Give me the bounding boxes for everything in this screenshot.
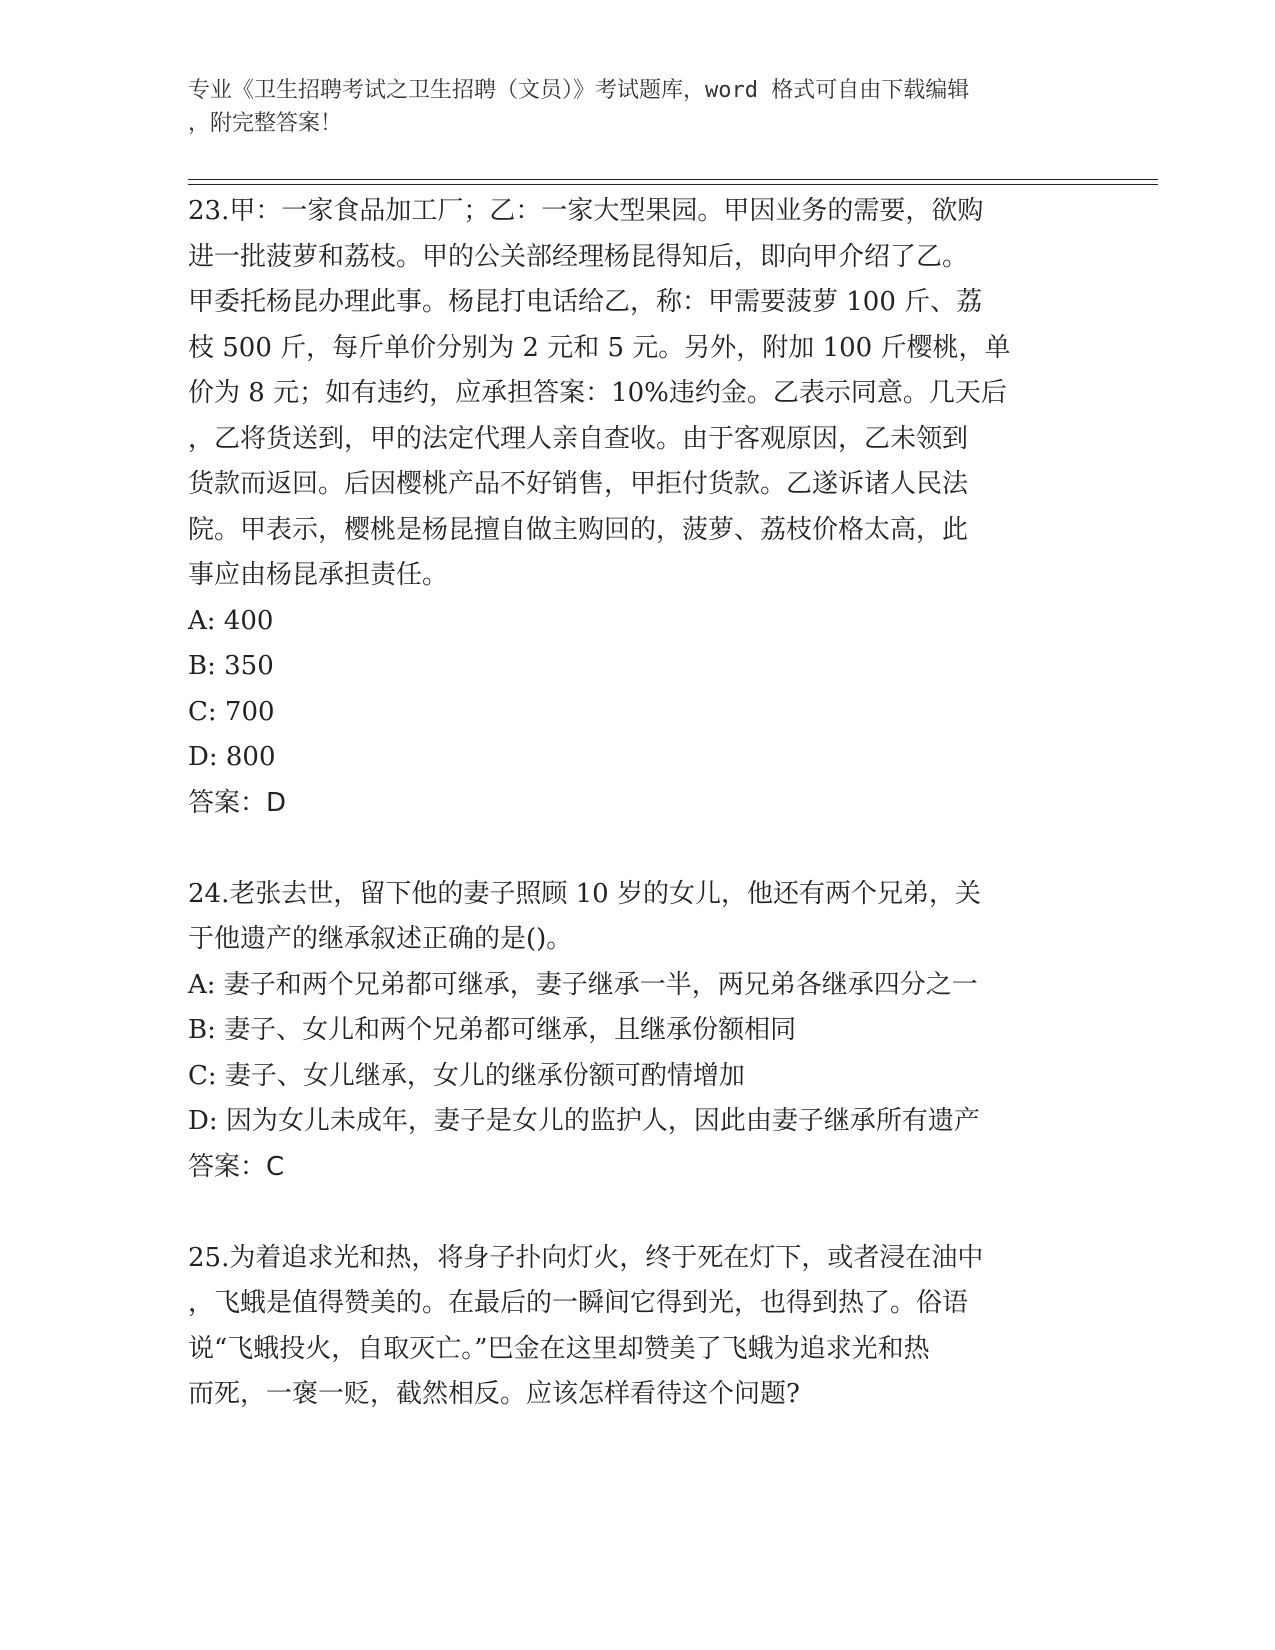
- question-text-line: 说“飞蛾投火，自取灭亡。”巴金在这里却赞美了飞蛾为追求光和热: [188, 1333, 930, 1364]
- option-d: D: 800: [188, 742, 276, 772]
- option-d: D: 因为女儿未成年，妻子是女儿的监护人，因此由妻子继承所有遗产: [188, 1106, 980, 1136]
- option-a: A: 妻子和两个兄弟都可继承，妻子继承一半，两兄弟各继承四分之一: [188, 969, 978, 1000]
- question-text-line: 事应由杨昆承担责任。: [188, 560, 449, 590]
- option-c: C: 妻子、女儿继承，女儿的继承份额可酌情增加: [188, 1060, 745, 1091]
- document-header: [188, 74, 1068, 140]
- question-25: [188, 1236, 1088, 1418]
- question-list: [188, 189, 1088, 1418]
- answer-line: 答案：C: [188, 1151, 285, 1182]
- option-c: C: 700: [188, 696, 275, 727]
- option-a: A: 400: [188, 605, 274, 636]
- question-23: [188, 189, 1088, 826]
- question-text-line: ，乙将货送到，甲的法定代理人亲自查收。由于客观原因，乙未领到: [188, 423, 969, 454]
- question-text-line: ，飞蛾是值得赞美的。在最后的一瞬间它得到光，也得到热了。俗语: [188, 1288, 969, 1318]
- question-text-line: 24.老张去世，留下他的妻子照顾 10 岁的女儿，他还有两个兄弟，关: [188, 878, 981, 909]
- option-b: B: 妻子、女儿和两个兄弟都可继承，且继承份额相同: [188, 1015, 797, 1045]
- header-line: 专业《卫生招聘考试之卫生招聘（文员）》考试题库，word 格式可自由下载编辑: [188, 78, 970, 103]
- question-text-line: 货款而返回。后因樱桃产品不好销售，甲拒付货款。乙遂诉诸人民法: [188, 469, 969, 499]
- header-line: ，附完整答案！: [188, 111, 343, 136]
- question-text-line: 而死，一褒一贬，截然相反。应该怎样看待这个问题?: [188, 1379, 800, 1409]
- question-text-line: 于他遗产的继承叙述正确的是()。: [188, 924, 573, 954]
- spacer: [188, 826, 1088, 872]
- question-text-line: 进一批菠萝和荔枝。甲的公关部经理杨昆得知后，即向甲介绍了乙。: [188, 241, 969, 272]
- spacer: [188, 1190, 1088, 1236]
- question-text-line: 25.为着追求光和热，将身子扑向灯火，终于死在灯下，或者浸在油中: [188, 1242, 984, 1273]
- question-text-line: 价为 8 元；如有违约，应承担答案：10%违约金。乙表示同意。几天后: [188, 378, 1007, 408]
- answer-line: 答案：D: [188, 787, 287, 818]
- header-divider: [188, 184, 1158, 185]
- question-text-line: 23.甲：一家食品加工厂；乙：一家大型果园。甲因业务的需要，欲购: [188, 196, 984, 226]
- question-text-line: 甲委托杨昆办理此事。杨昆打电话给乙，称：甲需要菠萝 100 斤、荔: [188, 287, 983, 317]
- question-text-line: 院。甲表示，樱桃是杨昆擅自做主购回的，菠萝、荔枝价格太高，此: [188, 514, 969, 545]
- question-24: [188, 872, 1088, 1191]
- header-divider: [188, 179, 1158, 180]
- question-text-line: 枝 500 斤，每斤单价分别为 2 元和 5 元。另外，附加 100 斤樱桃，单: [188, 332, 1011, 363]
- option-b: B: 350: [188, 651, 274, 681]
